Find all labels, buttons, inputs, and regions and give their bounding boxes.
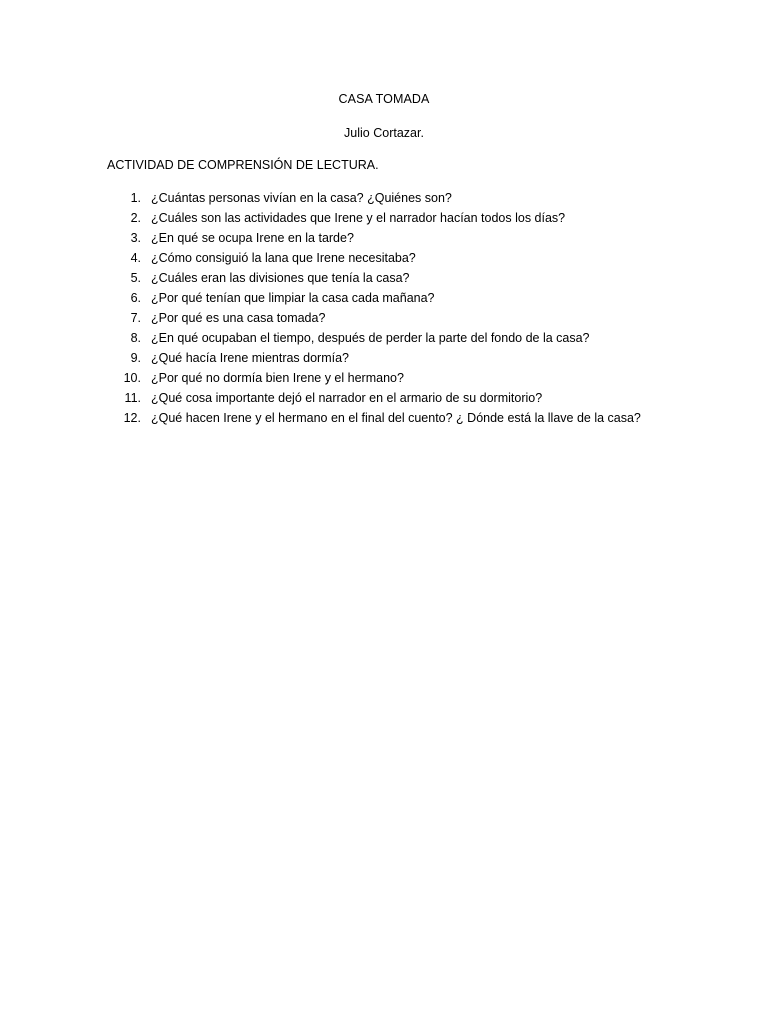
activity-heading: ACTIVIDAD DE COMPRENSIÓN DE LECTURA.: [107, 158, 379, 172]
question-number: 9.: [130, 351, 141, 365]
question-text: ¿Qué hacía Irene mientras dormía?: [151, 351, 350, 365]
question-text: ¿Qué cosa importante dejó el narrador en el armario de su dormitorio?: [151, 391, 543, 405]
question-text: ¿En qué se ocupa Irene en la tarde?: [151, 231, 354, 245]
question-number: 5.: [130, 271, 141, 285]
question-number: 6.: [130, 291, 141, 305]
question-text: ¿Por qué tenían que limpiar la casa cada mañana?: [151, 291, 435, 305]
question-number: 8.: [130, 331, 141, 345]
question-text: ¿Por qué es una casa tomada?: [151, 311, 326, 325]
question-text: ¿En qué ocupaban el tiempo, después de perder la parte del fondo de la casa?: [151, 331, 590, 345]
document-author: Julio Cortazar.: [344, 126, 424, 140]
question-text: ¿Cuántas personas vivían en la casa? ¿Quiénes son?: [151, 191, 452, 205]
document-title: CASA TOMADA: [338, 92, 430, 106]
question-text: ¿Por qué no dormía bien Irene y el hermano?: [151, 371, 404, 385]
question-number: 7.: [130, 311, 141, 325]
question-number: 3.: [130, 231, 141, 245]
question-number: 4.: [130, 251, 141, 265]
question-number: 2.: [130, 211, 141, 225]
question-number: 10.: [123, 371, 141, 385]
question-number: 11.: [124, 391, 141, 405]
question-number: 12.: [123, 411, 141, 425]
question-text: ¿Qué hacen Irene y el hermano en el final del cuento? ¿ Dónde está la llave de la casa?: [151, 411, 641, 425]
question-text: ¿Cuáles eran las divisiones que tenía la casa?: [151, 271, 410, 285]
question-number: 1.: [130, 191, 141, 205]
question-text: ¿Cómo consiguió la lana que Irene necesitaba?: [151, 251, 416, 265]
question-text: ¿Cuáles son las actividades que Irene y el narrador hacían todos los días?: [151, 211, 566, 225]
